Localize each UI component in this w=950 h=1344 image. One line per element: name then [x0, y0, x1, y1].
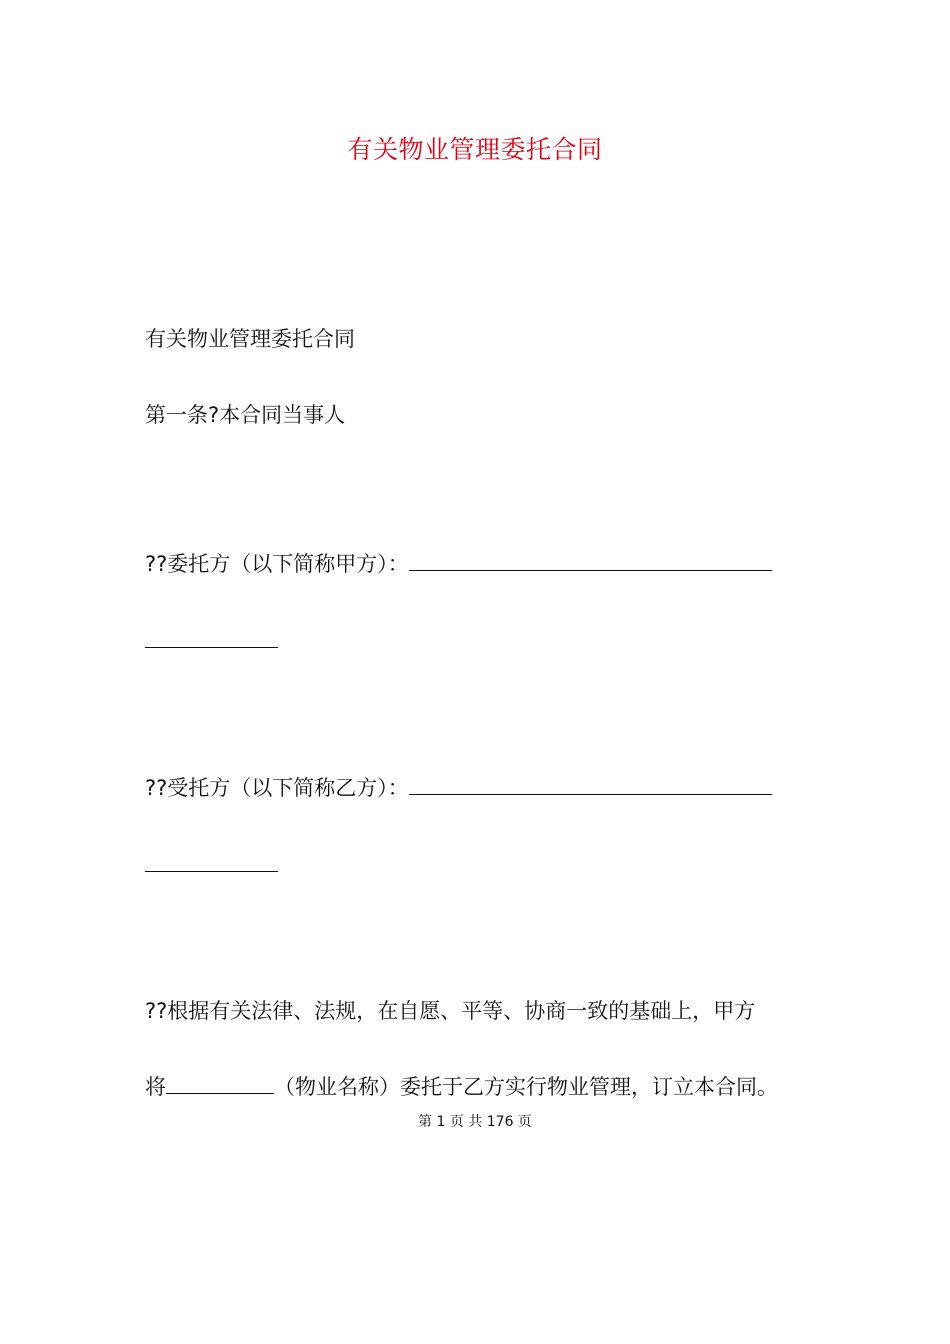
party-a-label: ??委托方（以下简称甲方）：	[145, 552, 409, 576]
party-a-blank-continued	[145, 647, 278, 648]
party-b-label: ??受托方（以下简称乙方）：	[145, 776, 409, 800]
party-b-line	[145, 772, 772, 803]
contract-heading: 有关物业管理委托合同	[145, 327, 355, 351]
party-a-blank	[409, 548, 772, 571]
paragraph-1-line-1: ??根据有关法律、法规，在自愿、平等、协商一致的基础上，甲方	[145, 999, 756, 1023]
paragraph-1-prefix: 将	[145, 1075, 166, 1099]
property-name-blank	[166, 1071, 274, 1094]
party-b-blank-continued	[145, 871, 278, 872]
paragraph-1-line-2	[145, 1071, 778, 1102]
document-title: 有关物业管理委托合同	[347, 135, 603, 164]
paragraph-1-suffix: （物业名称）委托于乙方实行物业管理，订立本合同。	[274, 1075, 778, 1099]
page-footer	[0, 1112, 950, 1132]
party-b-blank	[409, 772, 772, 795]
party-a-line	[145, 548, 772, 579]
page-number: 第 1 页 共 176 页	[418, 1114, 532, 1130]
article-1-heading: 第一条?本合同当事人	[145, 403, 346, 427]
